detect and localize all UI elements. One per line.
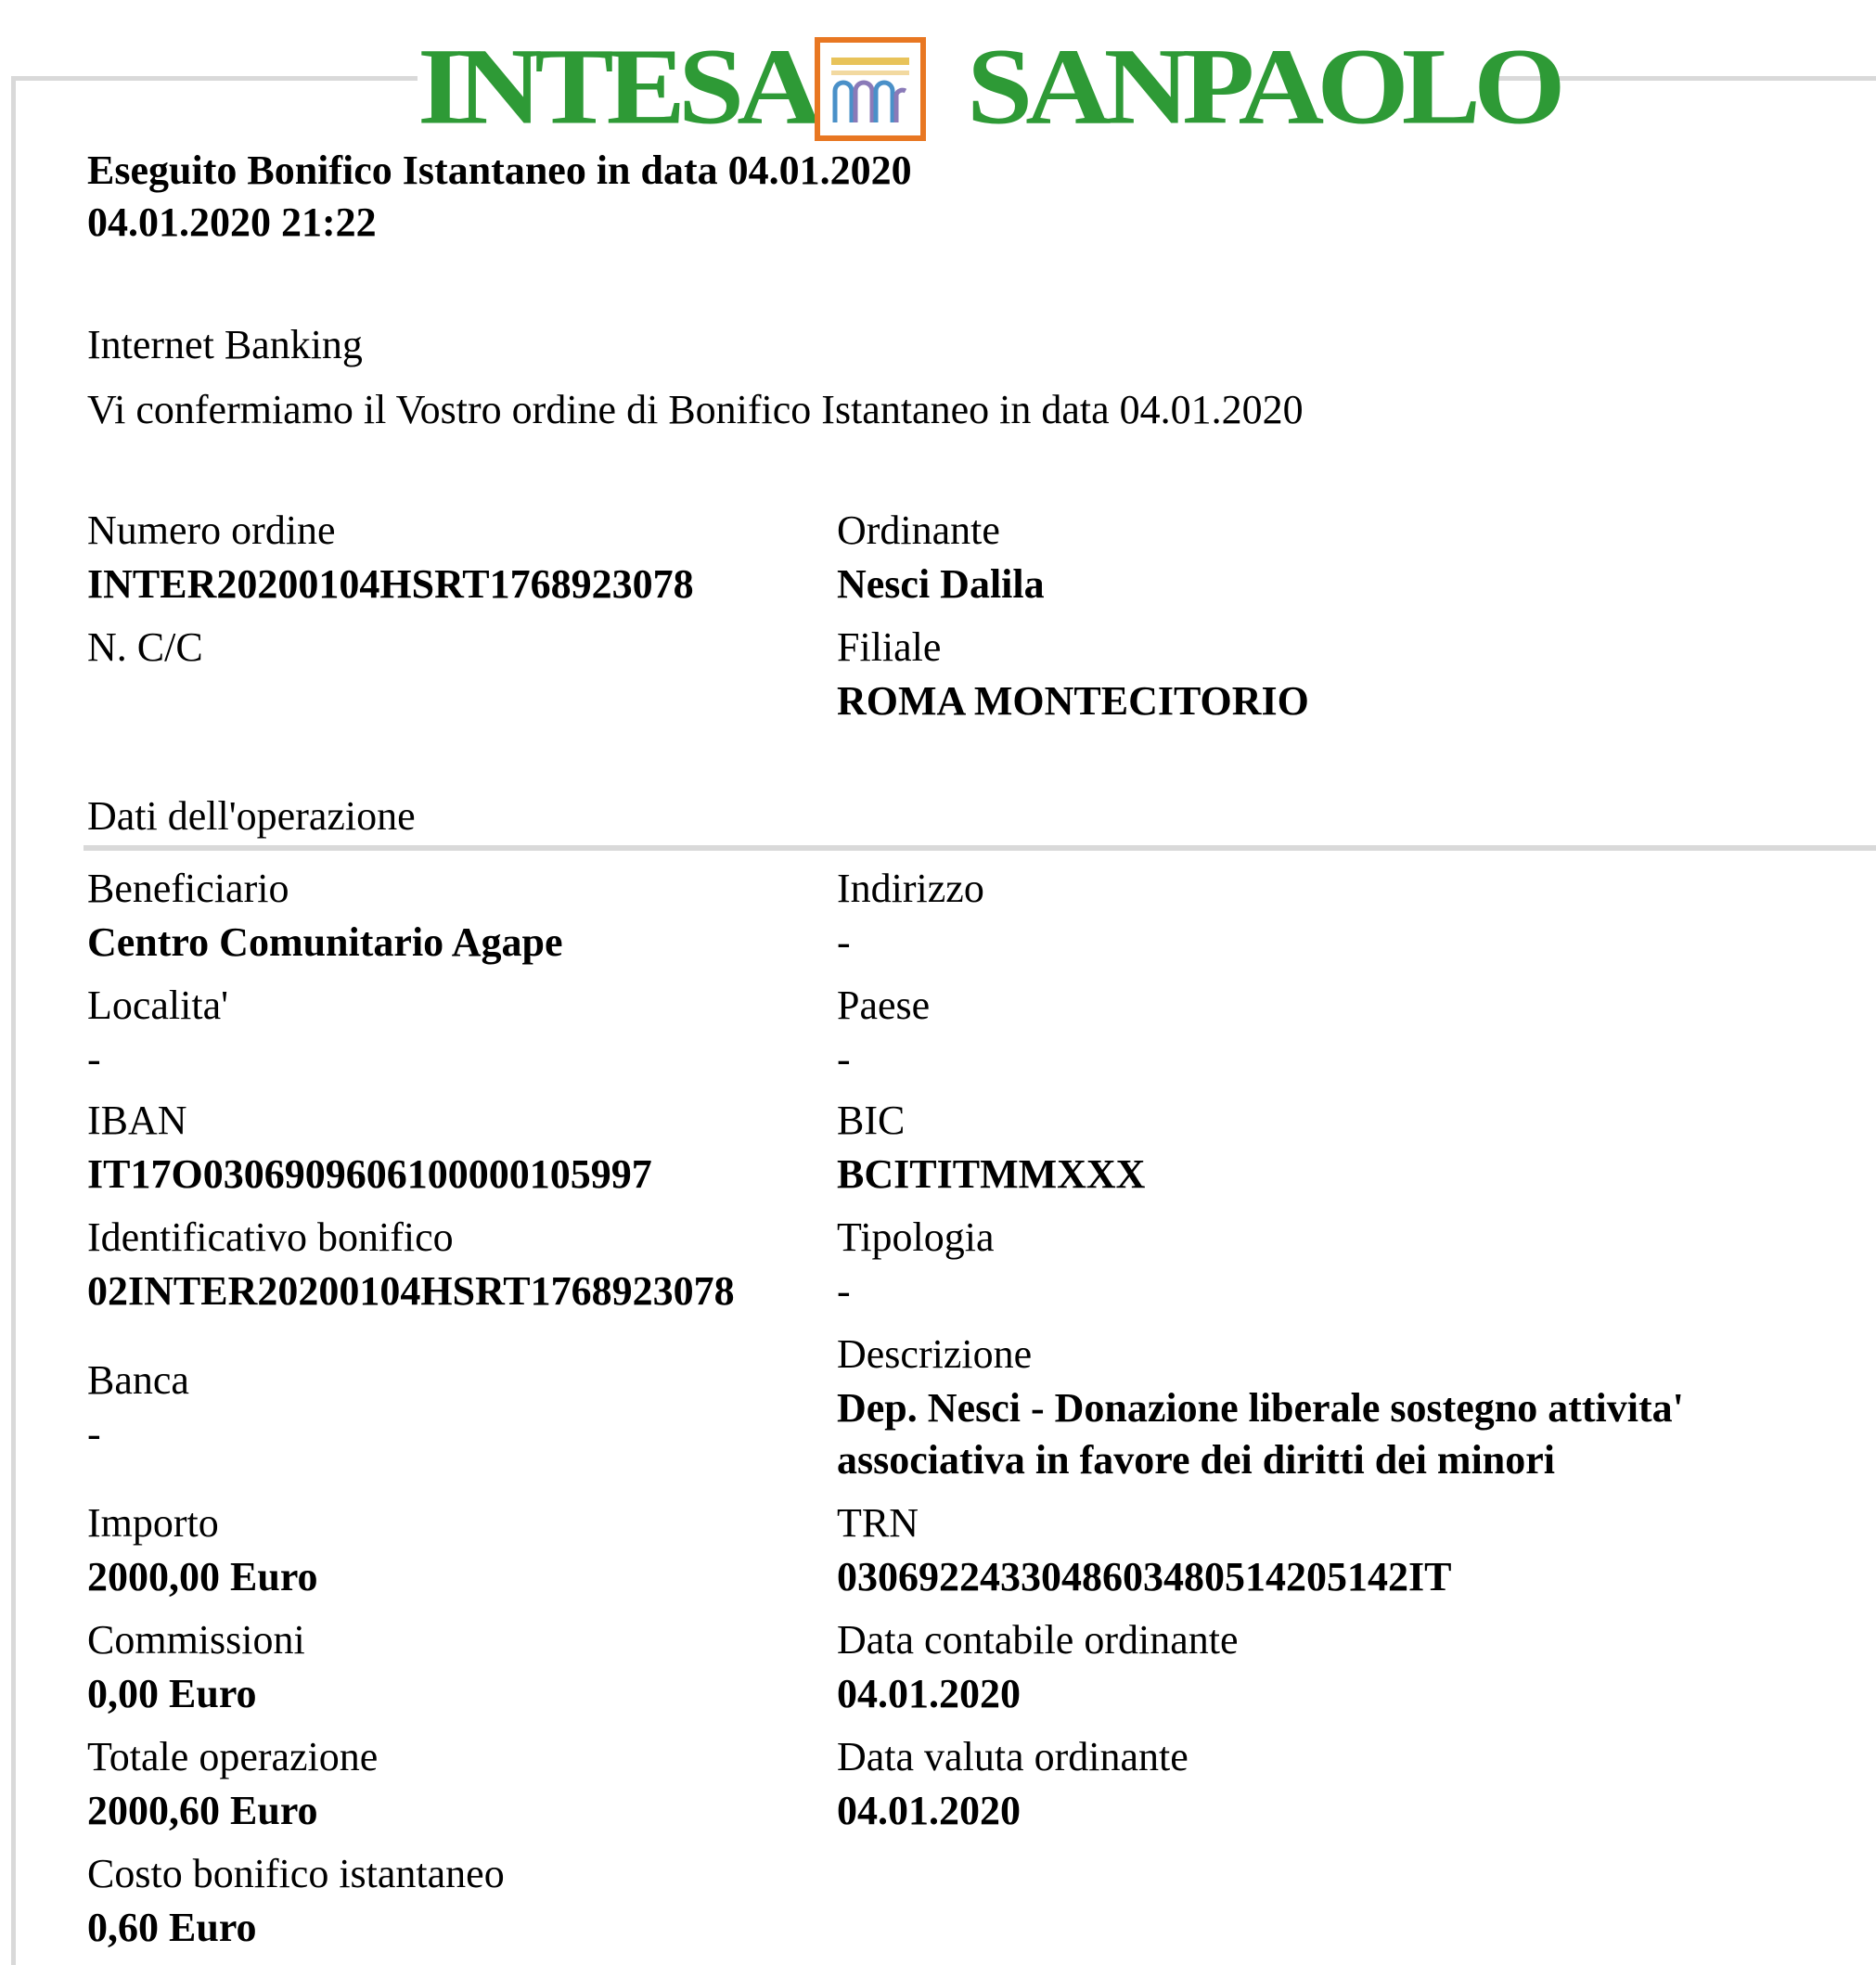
importo-value: 2000,00 Euro (87, 1554, 318, 1599)
data-valuta-value: 04.01.2020 (837, 1788, 1021, 1833)
page-title: Eseguito Bonifico Istantaneo in data 04.01.2020 (87, 148, 912, 193)
bic-value: BCITITMMXXX (837, 1151, 1146, 1197)
localita-value: - (87, 1036, 101, 1082)
tipologia-label: Tipologia (837, 1214, 995, 1260)
tipologia-value: - (837, 1268, 851, 1314)
localita-label: Localita' (87, 982, 229, 1028)
confirmation-text: Vi confermiamo il Vostro ordine di Bonifico Istantaneo in data 04.01.2020 (87, 387, 1304, 432)
identificativo-value: 02INTER20200104HSRT1768923078 (87, 1268, 735, 1314)
costo-value: 0,60 Euro (87, 1905, 257, 1950)
numero-ordine-value: INTER20200104HSRT1768923078 (87, 561, 694, 607)
iban-value: IT17O0306909606100000105997 (87, 1151, 652, 1197)
descrizione-line2: associativa in favore dei diritti dei minori (837, 1437, 1556, 1483)
data-contabile-value: 04.01.2020 (837, 1671, 1021, 1716)
ordinante-label: Ordinante (837, 507, 1000, 553)
trn-label: TRN (837, 1500, 919, 1546)
ncc-label: N. C/C (87, 624, 203, 670)
paese-label: Paese (837, 982, 931, 1028)
section-divider (84, 845, 1876, 851)
beneficiario-label: Beneficiario (87, 866, 289, 911)
totale-value: 2000,60 Euro (87, 1788, 318, 1833)
commissioni-value: 0,00 Euro (87, 1671, 257, 1716)
beneficiario-value: Centro Comunitario Agape (87, 919, 563, 965)
data-contabile-label: Data contabile ordinante (837, 1617, 1239, 1663)
bic-label: BIC (837, 1098, 906, 1143)
filiale-value: ROMA MONTECITORIO (837, 678, 1309, 724)
indirizzo-label: Indirizzo (837, 866, 984, 911)
trn-value: 0306922433048603480514205142IT (837, 1554, 1452, 1599)
banca-label: Banca (87, 1357, 189, 1403)
channel-label: Internet Banking (87, 322, 363, 367)
intesa-sanpaolo-logo (418, 25, 1559, 148)
descrizione-label: Descrizione (837, 1331, 1033, 1377)
logo-text-left: INTESA (418, 25, 816, 148)
identificativo-label: Identificativo bonifico (87, 1214, 454, 1260)
costo-label: Costo bonifico istantaneo (87, 1851, 505, 1896)
header-datetime: 04.01.2020 21:22 (87, 199, 377, 245)
section-title-operazione: Dati dell'operazione (87, 793, 416, 839)
data-valuta-label: Data valuta ordinante (837, 1734, 1189, 1779)
ordinante-value: Nesci Dalila (837, 561, 1045, 607)
paese-value: - (837, 1036, 851, 1082)
logo-arches-icon (815, 37, 926, 141)
iban-label: IBAN (87, 1098, 187, 1143)
importo-label: Importo (87, 1500, 219, 1546)
commissioni-label: Commissioni (87, 1617, 305, 1663)
filiale-label: Filiale (837, 624, 942, 670)
banca-value: - (87, 1411, 101, 1457)
totale-label: Totale operazione (87, 1734, 379, 1779)
indirizzo-value: - (837, 919, 851, 965)
descrizione-line1: Dep. Nesci - Donazione liberale sostegno attivita' (837, 1385, 1684, 1431)
logo-text-right: SANPAOLO (967, 25, 1559, 148)
numero-ordine-label: Numero ordine (87, 507, 336, 553)
